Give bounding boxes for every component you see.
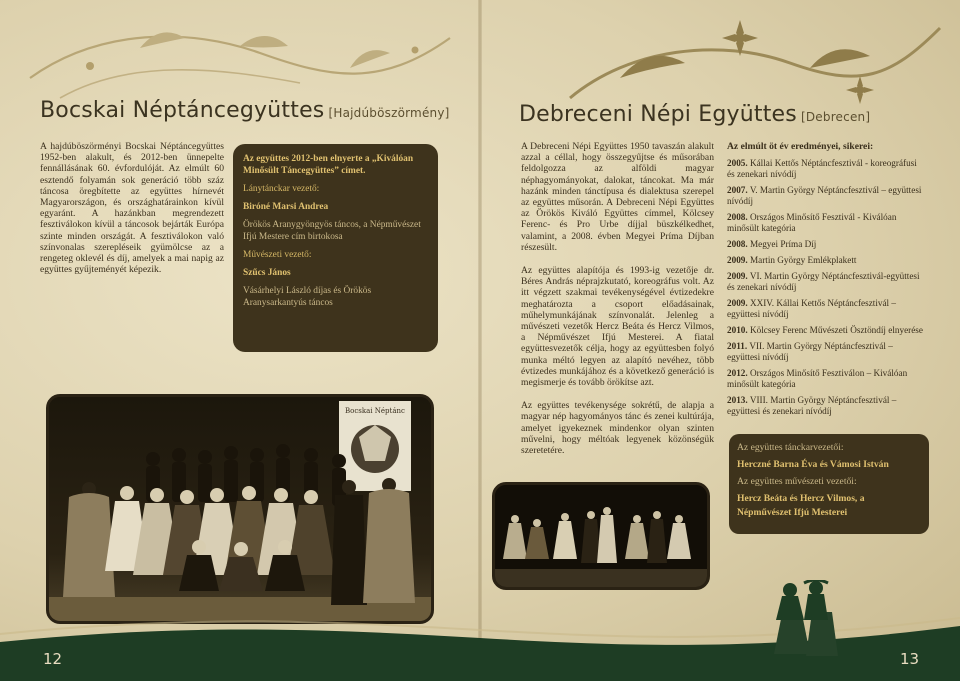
art-director-label: Művészeti vezető: xyxy=(243,250,312,260)
art-directors-names: Hercz Beáta és Hercz Vilmos, a xyxy=(737,493,865,504)
art-directors-label: Az együttes művészeti vezetői: xyxy=(737,476,857,487)
girls-leader-name: Biróné Marsi Andrea xyxy=(243,202,329,212)
choir-leaders-label: Az együttes tánckarvezetői: xyxy=(737,442,844,453)
achievement-item: 2011. VII. Martin György Néptáncfesztivál – együttesi nívódíj xyxy=(727,341,893,362)
dancer-silhouette xyxy=(760,580,840,620)
girls-leader-title: Örökös Aranygyöngyös táncos, a Népművészet Ifjú Mestere cím birtokosa xyxy=(243,220,421,242)
left-infobox xyxy=(233,144,438,352)
footer-wave xyxy=(0,612,960,681)
group-photo-illustration xyxy=(49,397,431,621)
art-director-title: Vásárhelyi László díjas és Örökös Aranysarkantyús táncos xyxy=(243,286,372,308)
page-fold xyxy=(478,0,482,681)
achievement-item: 2008. Megyei Príma Díj xyxy=(727,239,817,249)
achievement-item: 2013. VIII. Martin György Néptáncfesztivál – együttesi és zenekari nívódíj xyxy=(727,395,897,416)
right-infobox xyxy=(729,434,929,534)
right-page-title xyxy=(519,102,870,127)
page-number-right: 13 xyxy=(900,650,920,668)
left-title-text: Bocskai Néptáncegyüttes xyxy=(40,98,325,123)
left-title-location: [Hajdúböszörmény] xyxy=(328,106,450,120)
art-director-name: Szűcs János xyxy=(243,268,291,278)
page-number-left: 12 xyxy=(43,650,63,668)
award-heading: Az együttes 2012-ben elnyerte a „Kiválóan Minősült Táncegyüttes” címet. xyxy=(243,154,414,176)
debrecen-stage-photo xyxy=(492,482,710,590)
left-body-text xyxy=(40,141,224,283)
achievement-item: 2008. Országos Minősítő Fesztivál - Kiválóan minősült kategória xyxy=(727,212,897,233)
achievements-list xyxy=(727,141,923,422)
right-paragraph-1: A Debreceni Népi Együttes 1950 tavaszán alakult azzal a céllal, hogy összegyűjtse és műsorában feldolgozza az alföldi magyar néphagyományokat, dalokat, táncokat. Ma már hazánk minden tánctípusa és dialektusa szerepel az együttes műsorán. A Debreceni Népi Együttes az Örökös Kiváló Együttes címmel, Kölcsey Ferenc- és Pro Urbe díjjal büszkélkedhet, valamint, a 2008. évben Megyei Príma Díjban részesült. xyxy=(521,141,714,253)
poster-text: Bocskai Néptánc xyxy=(345,407,405,415)
right-title-location: [Debrecen] xyxy=(800,110,871,124)
choir-leaders-names: Herczné Barna Éva és Vámosi István xyxy=(737,459,889,470)
achievement-item: 2010. Kölcsey Ferenc Művészeti Ösztöndíj elnyerése xyxy=(727,325,923,335)
left-page-title xyxy=(40,98,450,123)
right-body-text xyxy=(521,141,714,464)
right-paragraph-2: Az együttes alapítója és 1993-ig vezetője dr. Béres András néprajzkutató, koreográfus volt. Az itt végzett szakmai tevékenységével évtizedekre meghatározta a csoport előadásainak, műhelymunkájának színvonalát. Jelenleg a művészeti vezetők Hercz Beáta és Hercz Vilmos, a Népművészet Ifjú Mesterei. A fiatal együttesvezetők célja, hogy az együttesben folyó munka méltó legyen az alapító nevéhez, több évtizedes munkájához és a következő generáció is megismerje és tovább örökítse azt. xyxy=(521,265,714,389)
achievement-item: 2009. Martin György Emlékplakett xyxy=(727,255,857,265)
girls-leader-label: Lánytánckar vezető: xyxy=(243,184,320,194)
achievement-item: 2005. Kállai Kettős Néptáncfesztivál - koreográfusi és zenekari nívódíj xyxy=(727,158,917,179)
right-title-text: Debreceni Népi Együttes xyxy=(519,102,797,127)
bocskai-group-photo xyxy=(46,394,434,624)
left-paragraph: A hajdúböszörményi Bocskai Néptáncegyüttes 1952-ben alakult, és 2012-ben ünnepelte fennállásának 60. évfordulóját. Az elmúlt 60 esztendő folyamán sok generáció több száz táncosa öregbítette az együttes hírnevét Magyarországon, és országhatárainkon kívül egyaránt. A hazánkban megrendezett fesztiválokon kívül a táncosok bejárták Európa szinte minden országát. A fesztiválokon való színvonalas szerepléseik gyümölcse az a rengeteg oklevél és díj, amelyek a mai napig az együttes gyűjteményét képezik. xyxy=(40,141,224,276)
achievements-heading: Az elmúlt öt év eredményei, sikerei: xyxy=(727,141,874,152)
right-paragraph-3: Az együttes tevékenysége sokrétű, de alapja a magyar nép hagyományos tánc és zenei kultúrája, amelyet igyekeznek mindenkor olyan szinten művelni, hogy méltóak legyenek közönségük szeretetére. xyxy=(521,400,714,457)
stage-photo-illustration xyxy=(495,485,707,587)
achievement-item: 2009. XXIV. Kállai Kettős Néptáncfesztivál – együttesi nívódíj xyxy=(727,298,896,319)
achievement-item: 2007. V. Martin György Néptáncfesztivál – együttesi nívódíj xyxy=(727,185,922,206)
achievement-item: 2012. Országos Minősítő Fesztiválon – Kiválóan minősült kategória xyxy=(727,368,908,389)
achievement-item: 2009. VI. Martin György Néptáncfesztivál-együttesi és zenekari nívódíj xyxy=(727,271,920,292)
art-directors-title: Népművészet Ifjú Mesterei xyxy=(737,507,848,518)
